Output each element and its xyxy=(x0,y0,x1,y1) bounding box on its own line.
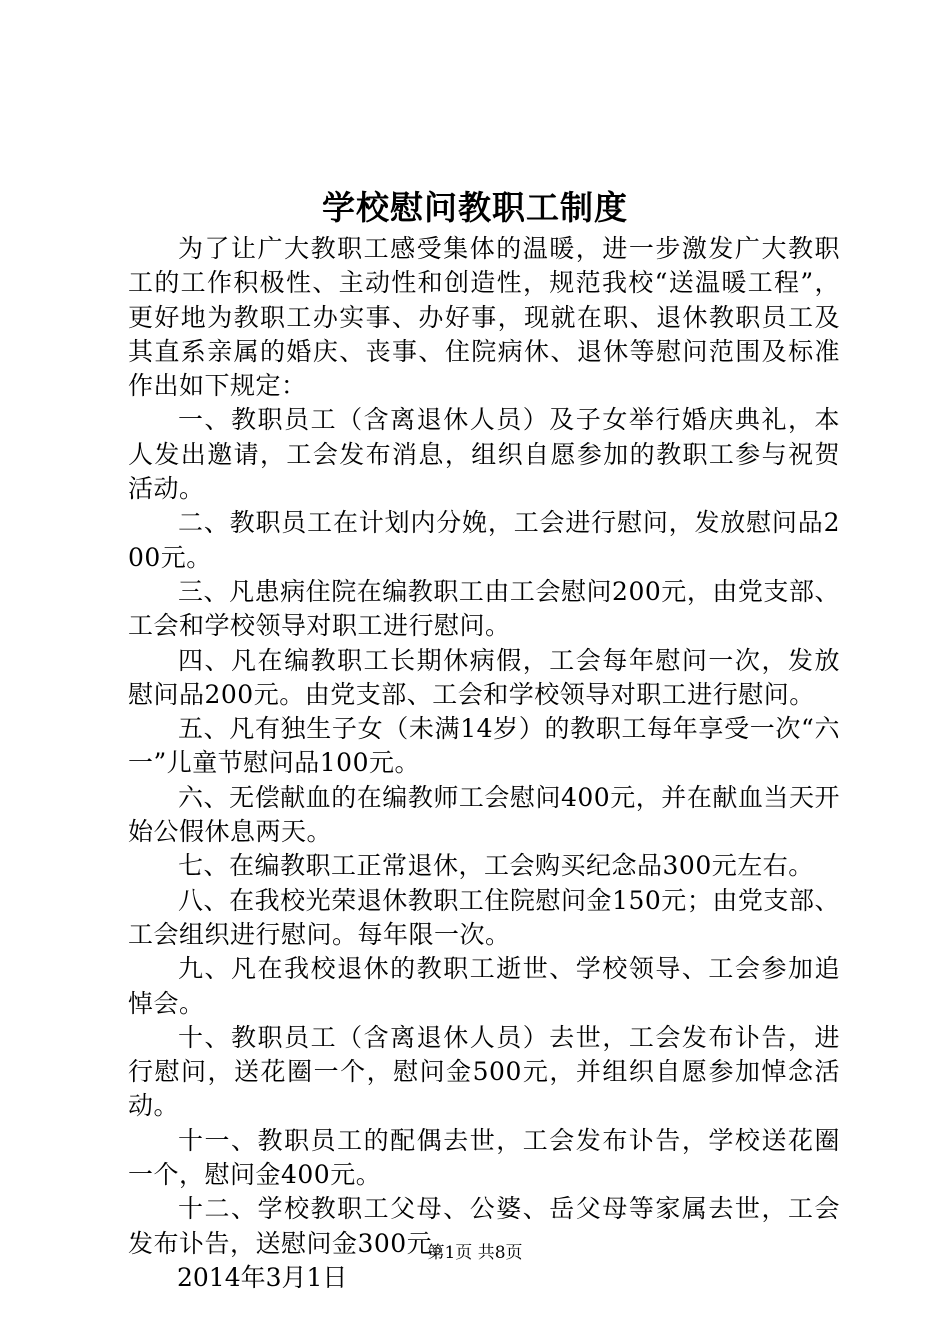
rule-paragraph-5: 五、凡有独生子女（未满14岁）的教职工每年享受一次“六一”儿童节慰问品100元。 xyxy=(128,714,840,778)
rule-paragraph-6: 六、无偿献血的在编教师工会慰问400元，并在献血当天开始公假休息两天。 xyxy=(128,782,840,847)
document-date: 2014年3月1日 xyxy=(177,1262,348,1292)
rule-paragraph-11: 十一、教职员工的配偶去世，工会发布讣告，学校送花圈一个，慰问金400元。 xyxy=(128,1125,840,1190)
document-body xyxy=(128,232,840,1295)
rule-paragraph-9: 九、凡在我校退休的教职工逝世、学校领导、工会参加追悼会。 xyxy=(128,954,840,1018)
page-footer: 第1页 共8页 xyxy=(427,1243,523,1263)
rule-paragraph-4: 四、凡在编教职工长期休病假，工会每年慰问一次，发放慰问品200元。由党支部、工会和学校领导对职工进行慰问。 xyxy=(128,645,840,709)
rule-paragraph-1: 一、教职员工（含离退休人员）及子女举行婚庆典礼，本人发出邀请，工会发布消息，组织自愿参加的教职工参与祝贺活动。 xyxy=(128,405,840,504)
rule-paragraph-7: 七、在编教职工正常退休，工会购买纪念品300元左右。 xyxy=(178,851,814,881)
rule-paragraph-10: 十、教职员工（含离退休人员）去世，工会发布讣告，进行慰问，送花圈一个，慰问金500元，并组织自愿参加悼念活动。 xyxy=(128,1022,840,1121)
rule-paragraph-3: 三、凡患病住院在编教职工由工会慰问200元，由党支部、工会和学校领导对职工进行慰问。 xyxy=(128,576,840,641)
document-title: 学校慰问教职工制度 xyxy=(322,188,628,227)
rule-paragraph-12: 十二、学校教职工父母、公婆、岳父母等家属去世，工会发布讣告，送慰问金300元。 xyxy=(128,1194,840,1258)
rule-paragraph-2: 二、教职员工在计划内分娩，工会进行慰问，发放慰问品200元。 xyxy=(128,508,840,572)
rule-paragraph-8: 八、在我校光荣退休教职工住院慰问金150元；由党支部、工会组织进行慰问。每年限一次。 xyxy=(128,885,840,949)
intro-paragraph: 为了让广大教职工感受集体的温暖，进一步激发广大教职工的工作积极性、主动性和创造性，规范我校“送温暖工程”，更好地为教职工办实事、办好事，现就在职、退休教职员工及其直系亲属的婚庆、丧事、住院病休、退休等慰问范围及标准作出如下规定： xyxy=(128,234,840,401)
